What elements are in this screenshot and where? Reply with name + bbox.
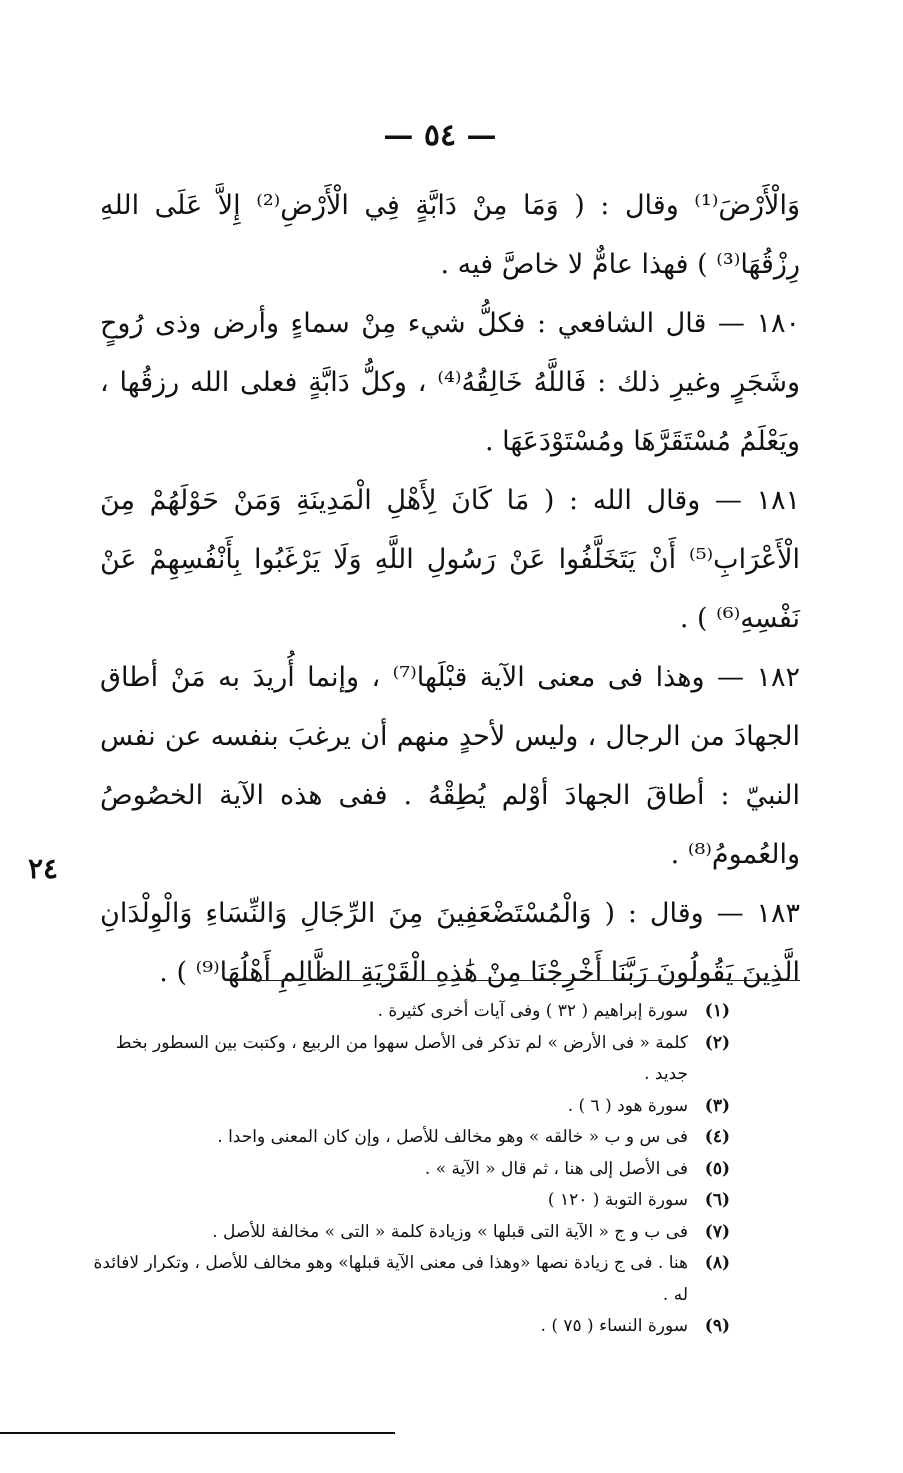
footnote-number: (٤) [704, 1127, 730, 1147]
footnote-text: سورة إبراهيم ( ٣٢ ) وفى آيات أخرى كثيرة . [377, 1001, 688, 1021]
footnote-text: فى س و ب « خالقه » وهو مخالف للأصل ، وإن كان المعنى واحدا . [217, 1127, 688, 1147]
footnote [90, 1185, 730, 1217]
paragraph-180: ١٨٠ — قال الشافعي : فكلُّ شيء مِنْ سماءٍ وأرض وذى رُوحٍ وشَجَرٍ وغيرِ ذلك : فَاللَّهُ خَالِقُهُ⁽⁴⁾ ، وكلُّ دَابَّةٍ فعلى الله رزقُها ، ويَعْلَمُ مُسْتَقَرَّهَا ومُسْتَوْدَعَهَا . [100, 308, 800, 457]
footnote-number: (٥) [704, 1158, 730, 1179]
page-number: — ٥٤ — [383, 118, 497, 153]
footnote-number: (٣) [704, 1095, 730, 1116]
footnote-number: (٧) [704, 1221, 730, 1242]
footnote [90, 1217, 730, 1249]
footnote-number: (٨) [704, 1253, 730, 1273]
footnote [90, 1122, 730, 1154]
main-text [100, 176, 800, 1002]
footnote-number: (٩) [704, 1316, 730, 1336]
paragraph-182: ١٨٢ — وهذا فى معنى الآية قبْلَها⁽⁷⁾ ، وإنما أُريدَ به مَنْ أطاق الجهادَ من الرجال ، وليس لأحدٍ منهم أن يرغبَ بنفسه عن نفس النبيّ : أطاقَ الجهادَ أوْلم يُطِقْهُ . ففى هذه الآية الخصُوصُ والعُمومُ⁽⁸⁾ . [100, 662, 800, 870]
footnote-text: هنا . فى ج زيادة نصها «وهذا فى معنى الآية قبلها» وهو مخالف للأصل ، وتكرار لافائدة له . [93, 1253, 688, 1305]
footnote-number: (١) [704, 1001, 730, 1021]
footnote [90, 1154, 730, 1186]
footnote-text: كلمة « فى الأرض » لم تذكر فى الأصل سهوا من الربيع ، وكتبت بين السطور بخط جديد . [115, 1032, 688, 1084]
paragraph-intro: وَالْأَرْضَ⁽¹⁾ وقال : ( وَمَا مِنْ دَابَّةٍ فِي الْأَرْضِ⁽²⁾ إِلاَّ عَلَى اللهِ رِزْقُهَا⁽³⁾ ) فهذا عامٌّ لا خاصَّ فيه . [100, 190, 800, 280]
footnote-text: سورة التوبة ( ١٢٠ ) [547, 1190, 688, 1210]
footnote-text: فى الأصل إلى هنا ، ثم قال « الآية » . [424, 1158, 688, 1179]
margin-page-reference: ٢٤ [28, 852, 59, 885]
footnote [90, 996, 730, 1028]
footnote-text: سورة هود ( ٦ ) . [567, 1095, 688, 1116]
footnote-number: (٦) [704, 1190, 730, 1210]
footnote [90, 1248, 730, 1311]
footnote-text: فى ب و ج « الآية التى قبلها » وزيادة كلمة « التى » مخالفة للأصل . [212, 1221, 688, 1242]
footnote [90, 1311, 730, 1343]
footnote [90, 1091, 730, 1123]
paragraph-181: ١٨١ — وقال الله : ( مَا كَانَ لِأَهْلِ الْمَدِينَةِ وَمَنْ حَوْلَهُمْ مِنَ الْأَعْرَابِ⁽⁵⁾ أَنْ يَتَخَلَّفُوا عَنْ رَسُولِ اللَّهِ وَلَا يَرْغَبُوا بِأَنْفُسِهِمْ عَنْ نَفْسِهِ⁽⁶⁾ ) . [100, 485, 800, 634]
footnote [90, 1028, 730, 1091]
footnotes [90, 996, 730, 1343]
footnote-divider [237, 980, 800, 981]
paragraph-183: ١٨٣ — وقال : ( وَالْمُسْتَضْعَفِينَ مِنَ الرِّجَالِ وَالنِّسَاءِ وَالْوِلْدَانِ الَّذِينَ يَقُولُونَ رَبَّنَا أَخْرِجْنَا مِنْ هَٰذِهِ الْقَرْيَةِ الظَّالِمِ أَهْلُهَا⁽⁹⁾ ) . [100, 898, 800, 988]
footnote-text: سورة النساء ( ٧٥ ) . [540, 1316, 688, 1336]
footnote-number: (٢) [704, 1032, 730, 1053]
page-edge-line [0, 1432, 395, 1434]
